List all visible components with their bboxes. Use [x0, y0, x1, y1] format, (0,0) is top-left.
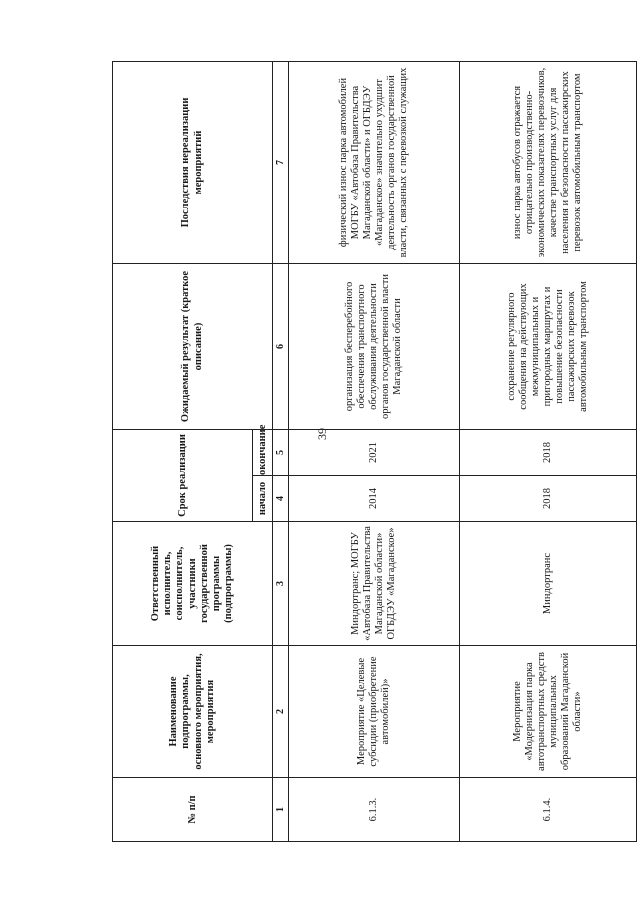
column-number: 5 — [273, 430, 289, 476]
row-executor: Миндортранс — [460, 522, 637, 646]
table-row — [460, 62, 637, 842]
column-number: 6 — [273, 264, 289, 430]
header-start: начало — [253, 476, 273, 522]
row-start-year: 2014 — [288, 476, 460, 522]
row-start-year: 2018 — [460, 476, 637, 522]
header-num: № п/п — [113, 778, 273, 842]
table-row — [288, 62, 460, 842]
header-name: Наименование подпрограммы, основного мероприятия, мероприятия — [113, 646, 273, 778]
row-result: сохранение регулярного сообщения на действующих межмуниципальных и пригородных маршрутах и повышение безопасности пассажирских перевозок автомобильным транспортом — [460, 264, 637, 430]
rotated-table-container — [112, 62, 637, 842]
column-number: 7 — [273, 62, 289, 264]
row-name: Мероприятие «Модернизация парка автотранспортных средств муниципальных образований Магаданской области» — [460, 646, 637, 778]
header-end: окончание — [253, 430, 273, 476]
row-end-year: 2021 — [288, 430, 460, 476]
row-name: Мероприятие «Целевые субсидии (приобретение автомобилей)» — [288, 646, 460, 778]
row-consequences: износ парка автобусов отражается отрицательно производственно-экономических показателях перевозчиков, качестве транспортных услуг для населения и безопасности пассажирских перевозок автомобильным транспортом — [460, 62, 637, 264]
measures-table — [112, 61, 637, 842]
row-number: 6.1.4. — [460, 778, 637, 842]
row-number: 6.1.3. — [288, 778, 460, 842]
column-number: 3 — [273, 522, 289, 646]
header-period: Срок реализации — [113, 430, 253, 522]
header-consequences: Последствия нереализации мероприятий — [113, 62, 273, 264]
column-number: 4 — [273, 476, 289, 522]
column-numbers-row — [273, 62, 289, 842]
row-executor: Миндортранс; МОГБУ «Автобаза Правительства Магаданской области» ОГБДЭУ «Магаданское» — [288, 522, 460, 646]
header-executor: Ответственный исполнитель, соисполнитель, участники государственной программы (подпрограммы) — [113, 522, 273, 646]
column-number: 2 — [273, 646, 289, 778]
column-number: 1 — [273, 778, 289, 842]
page-number: 39 — [315, 428, 329, 440]
row-end-year: 2018 — [460, 430, 637, 476]
header-row — [113, 62, 253, 842]
row-result: организация бесперебойного обеспечения транспортного обслуживания деятельности органов государственной власти Магаданской области — [288, 264, 460, 430]
row-consequences: физический износ парка автомобилей МОГБУ «Автобаза Правительства Магаданской области» и ОГБДЭУ «Магаданское» значительно ухудшит деятельность органов государственной власти, связанных с перевозкой служащих — [288, 62, 460, 264]
header-result: Ожидаемый результат (краткое описание) — [113, 264, 273, 430]
